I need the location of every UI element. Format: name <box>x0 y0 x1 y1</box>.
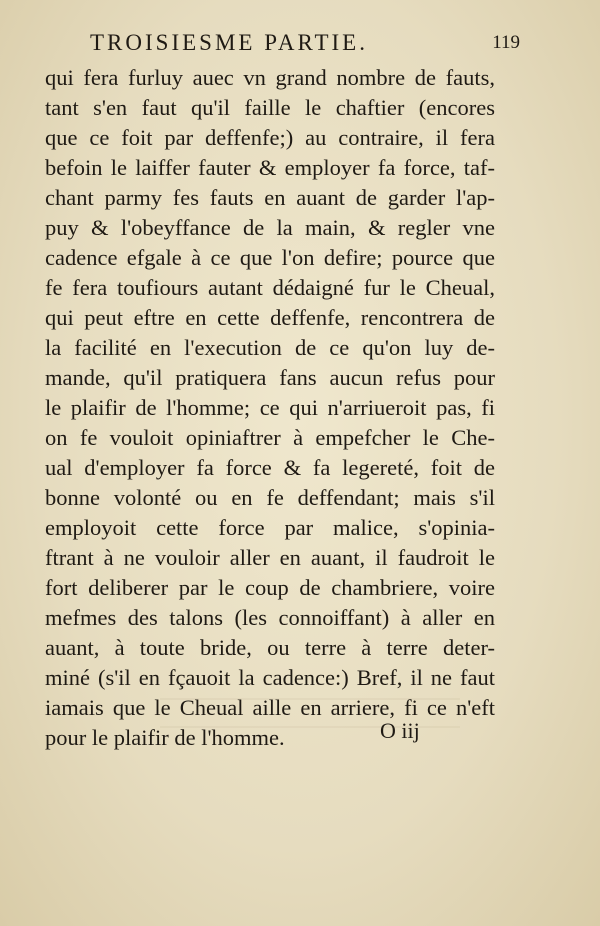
text-line: ftrant à ne vouloir aller en auant, il faudroit le <box>45 545 495 570</box>
text-line: auant, à toute bride, ou terre à terre deter- <box>45 635 495 660</box>
text-line: tant s'en faut qu'il faille le chaftier (encores <box>45 95 495 120</box>
text-line: bonne volonté ou en fe deffendant; mais s'il <box>45 485 495 510</box>
show-through-mark <box>160 698 460 700</box>
text-line: on fe vouloit opiniaftrer à empefcher le Che- <box>45 425 495 450</box>
text-line: fort deliberer par le coup de chambriere, voire <box>45 575 495 600</box>
text-line: ual d'employer fa force & fa legereté, foit de <box>45 455 495 480</box>
text-line: puy & l'obeyffance de la main, & regler vne <box>45 215 495 240</box>
text-line: le plaifir de l'homme; ce qui n'arriueroit pas, fi <box>45 395 495 420</box>
body-text <box>45 63 495 753</box>
text-line: qui peut eftre en cette deffenfe, rencontrera de <box>45 305 495 330</box>
text-line: chant parmy fes fauts en auant de garder l'ap- <box>45 185 495 210</box>
text-line: iamais que le Cheual aille en arriere, fi ce n'eft <box>45 695 495 720</box>
page-header <box>90 30 520 60</box>
text-line: la facilité en l'execution de ce qu'on luy de- <box>45 335 495 360</box>
text-line: qui fera furluy auec vn grand nombre de fauts, <box>45 65 495 90</box>
text-line: cadence efgale à ce que l'on defire; pource que <box>45 245 495 270</box>
text-line: mande, qu'il pratiquera fans aucun refus pour <box>45 365 495 390</box>
text-line: employoit cette force par malice, s'opinia- <box>45 515 495 540</box>
running-head: TROISIESME PARTIE. <box>90 30 368 55</box>
text-line: mefmes des talons (les connoiffant) à aller en <box>45 605 495 630</box>
text-line: que ce foit par deffenfe;) au contraire, il fera <box>45 125 495 150</box>
text-line: pour le plaifir de l'homme. <box>45 725 285 750</box>
signature-mark: O iij <box>380 718 420 743</box>
text-line: befoin le laiffer fauter & employer fa force, taf- <box>45 155 495 180</box>
text-line: miné (s'il en fçauoit la cadence:) Bref, il ne faut <box>45 665 495 690</box>
show-through-mark <box>160 726 460 728</box>
text-line: fe fera toufiours autant dédaigné fur le Cheual, <box>45 275 495 300</box>
page-number: 119 <box>492 32 520 53</box>
